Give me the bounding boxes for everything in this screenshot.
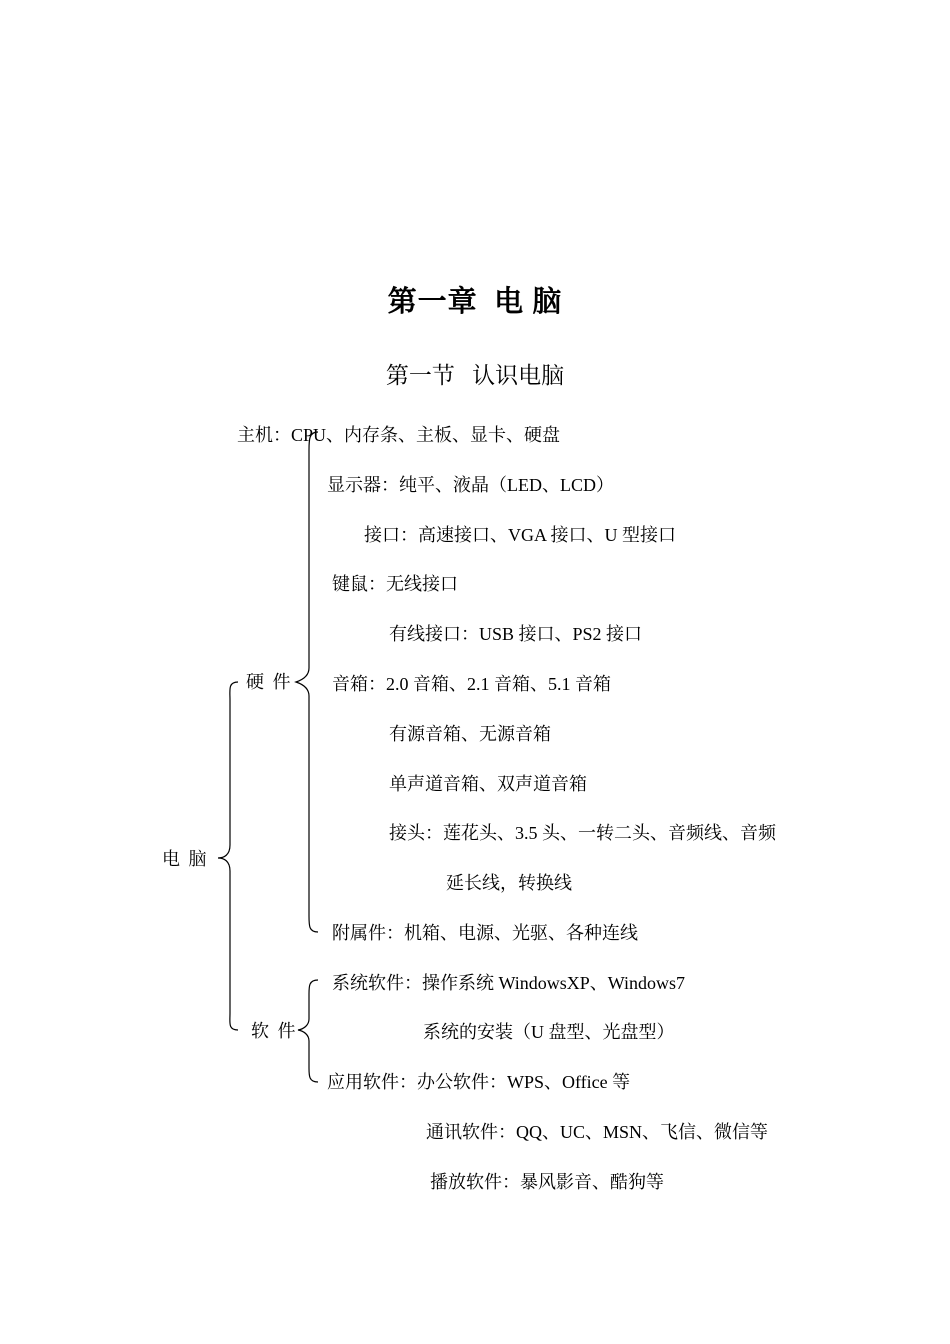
hardware-line-monitor-ports: 接口：高速接口、VGA 接口、U 型接口 (364, 525, 677, 545)
hardware-label: 硬 件 (246, 672, 293, 692)
software-line-install: 系统的安装（U 盘型、光盘型） (423, 1022, 675, 1042)
hardware-line-monitor: 显示器：纯平、液晶（LED、LCD） (327, 475, 614, 495)
hardware-line-speaker-channels: 单声道音箱、双声道音箱 (389, 774, 587, 794)
hardware-line-connectors-cont: 延长线，转换线 (446, 873, 572, 893)
software-brace (298, 980, 318, 1082)
hardware-line-speakers: 音箱：2.0 音箱、2.1 音箱、5.1 音箱 (332, 674, 611, 694)
chapter-title: 第一章 电 脑 (387, 286, 563, 318)
software-label: 软 件 (251, 1021, 298, 1041)
software-line-application: 应用软件：办公软件：WPS、Office 等 (327, 1072, 631, 1092)
section-title: 第一节 认识电脑 (385, 363, 565, 388)
hardware-line-wired-ports: 有线接口：USB 接口、PS2 接口 (389, 624, 643, 644)
hardware-brace (296, 432, 318, 932)
root-label: 电 脑 (162, 849, 209, 869)
hardware-line-connectors: 接头：莲花头、3.5 头、一转二头、音频线、音频 (389, 823, 776, 843)
hardware-line-accessories: 附属件：机箱、电源、光驱、各种连线 (332, 923, 638, 943)
software-line-communication: 通讯软件：QQ、UC、MSN、飞信、微信等 (426, 1122, 769, 1142)
hardware-line-keyboard-mouse: 键鼠：无线接口 (332, 574, 458, 594)
hardware-line-host: 主机：CPU、内存条、主板、显卡、硬盘 (237, 425, 561, 445)
software-line-media: 播放软件：暴风影音、酷狗等 (430, 1172, 664, 1192)
software-line-system: 系统软件：操作系统 WindowsXP、Windows7 (332, 973, 686, 993)
root-brace (218, 682, 238, 1030)
hardware-line-speaker-power: 有源音箱、无源音箱 (389, 724, 551, 744)
